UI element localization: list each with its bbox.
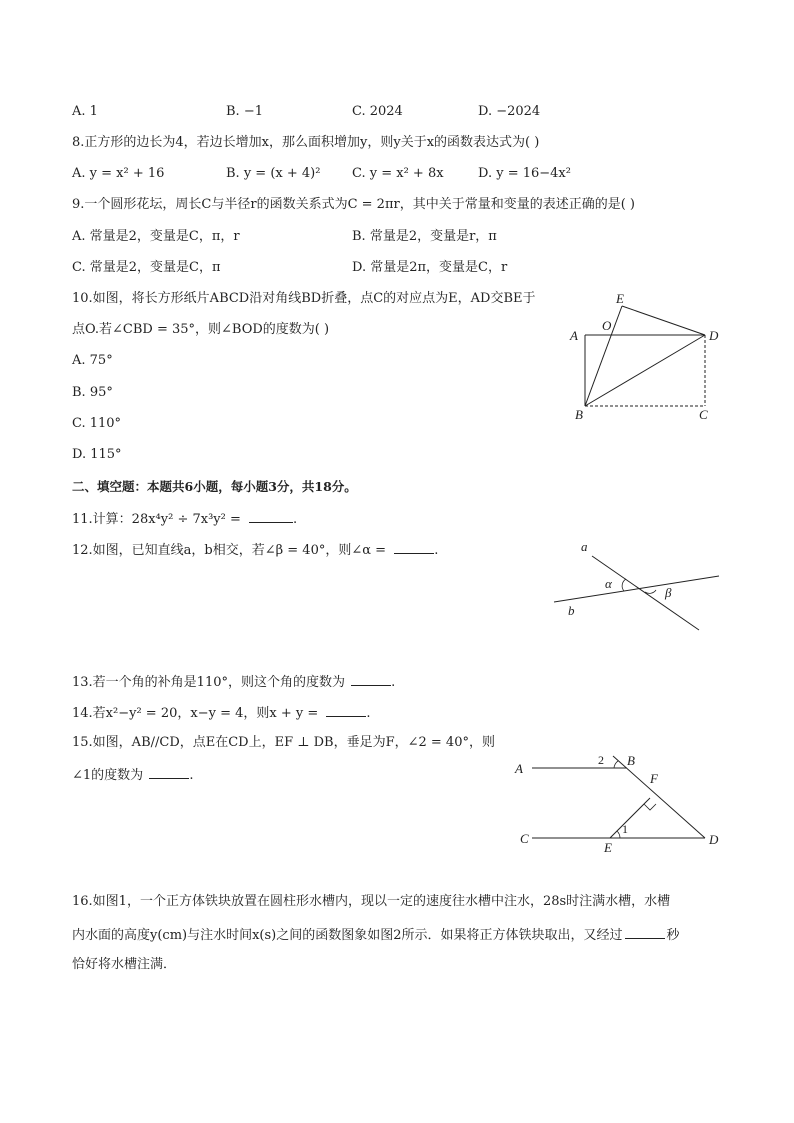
q15-label-b: B — [627, 753, 635, 768]
q8-option-c: C. y = x² + 8x — [352, 166, 444, 181]
q10-stem-line1: 10.如图，将长方形纸片ABCD沿对角线BD折叠，点C的对应点为E，AD交BE于 — [72, 291, 536, 306]
q8-option-b: B. y = (x + 4)² — [226, 166, 321, 181]
q12-answer-blank — [394, 541, 434, 554]
q10-figure — [560, 288, 740, 428]
q9-option-d: D. 常量是2π，变量是C，r — [352, 260, 508, 275]
q12-arc-alpha — [622, 579, 626, 591]
q11-period: . — [293, 512, 298, 527]
q9-option-c: C. 常量是2，变量是C，π — [72, 260, 221, 275]
q10-segment-ed — [622, 306, 705, 335]
q7-option-b: B. −1 — [226, 104, 263, 119]
q9-stem: 9.一个圆形花坛，周长C与半径r的函数关系式为C = 2πr，其中关于常量和变量的表述正确的是( ) — [72, 197, 635, 212]
q12-label-b: b — [568, 603, 575, 618]
q15-arc-angle-1 — [617, 831, 620, 838]
q10-label-a: A — [570, 328, 578, 343]
q15-figure — [510, 750, 730, 860]
q15-arc-angle-2 — [614, 761, 618, 768]
q10-option-b: B. 95° — [72, 385, 113, 400]
q15-stem-line2: ∠1的度数为 — [72, 768, 144, 783]
q10-label-o: O — [602, 318, 612, 333]
section-2-heading: 二、填空题：本题共6小题，每小题3分，共18分。 — [72, 479, 357, 494]
q14-row — [72, 704, 371, 722]
q15-right-angle-mark — [644, 804, 656, 810]
q14-stem: 14.若x²−y² = 20，x−y = 4，则x + y = — [72, 706, 319, 721]
q14-answer-blank — [326, 704, 366, 717]
q12-row — [72, 541, 438, 559]
q13-stem: 13.若一个角的补角是110°，则这个角的度数为 — [72, 675, 345, 690]
q16-row2 — [72, 926, 680, 944]
q8-option-a: A. y = x² + 16 — [72, 166, 165, 181]
q16-line2-text: 内水面的高度y(cm)与注水时间x(s)之间的函数图象如图2所示．如果将正方体铁块取出，又经过 — [72, 928, 623, 943]
q10-option-a: A. 75° — [72, 353, 113, 368]
q15-row2 — [72, 766, 193, 784]
q11-row — [72, 510, 297, 528]
q11-answer-blank — [249, 510, 293, 523]
q12-arc-beta — [645, 590, 656, 593]
q10-option-c: C. 110° — [72, 416, 122, 431]
q15-label-e: E — [604, 840, 612, 855]
q12-label-alpha: α — [605, 576, 612, 591]
q16-line2-unit: 秒 — [666, 928, 680, 943]
q7-option-d: D. −2024 — [478, 104, 541, 119]
q15-label-a: A — [515, 761, 523, 776]
q16-line1: 16.如图1，一个正方体铁块放置在圆柱形水槽内，现以一定的速度往水槽中注水，28s时注满水槽，水槽 — [72, 894, 671, 909]
q7-option-a: A. 1 — [72, 104, 98, 119]
q7-option-c: C. 2024 — [352, 104, 403, 119]
q15-label-f: F — [650, 771, 658, 786]
q12-line-b — [554, 576, 719, 602]
q15-stem-line1: 15.如图，AB//CD，点E在CD上，EF ⊥ DB，垂足为F，∠2 = 40°，则 — [72, 735, 495, 750]
q16-line3: 恰好将水槽注满． — [72, 957, 177, 972]
q15-label-c: C — [520, 831, 529, 846]
q12-label-beta: β — [665, 585, 672, 600]
q10-label-b: B — [575, 407, 583, 422]
q10-diagonal-bd — [585, 335, 705, 406]
q8-stem: 8.正方形的边长为4，若边长增加x，那么面积增加y，则y关于x的函数表达式为( ) — [72, 135, 540, 150]
q13-answer-blank — [351, 673, 391, 686]
q10-label-d: D — [709, 328, 719, 343]
q15-label-1: 1 — [622, 822, 628, 836]
q15-answer-blank — [149, 766, 189, 779]
q9-option-a: A. 常量是2，变量是C，π，r — [72, 229, 240, 244]
q12-stem: 12.如图，已知直线a，b相交，若∠β = 40°，则∠α = — [72, 543, 387, 558]
q15-label-d: D — [709, 832, 719, 847]
q13-row — [72, 673, 395, 691]
q15-period: . — [189, 768, 194, 783]
q10-label-e: E — [616, 291, 624, 306]
q12-label-a: a — [581, 539, 588, 554]
q10-option-d: D. 115° — [72, 447, 122, 462]
q13-period: . — [391, 675, 396, 690]
q10-label-c: C — [699, 407, 708, 422]
q12-period: . — [434, 543, 439, 558]
q15-label-2: 2 — [598, 753, 604, 767]
q11-stem: 11.计算：28x⁴y² ÷ 7x³y² = — [72, 512, 241, 527]
q9-option-b: B. 常量是2，变量是r，π — [352, 229, 497, 244]
q8-option-d: D. y = 16−4x² — [478, 166, 571, 181]
q12-figure — [548, 536, 728, 636]
q10-stem-line2: 点O.若∠CBD = 35°，则∠BOD的度数为( ) — [72, 322, 330, 337]
q14-period: . — [366, 706, 371, 721]
q16-answer-blank — [625, 926, 665, 939]
